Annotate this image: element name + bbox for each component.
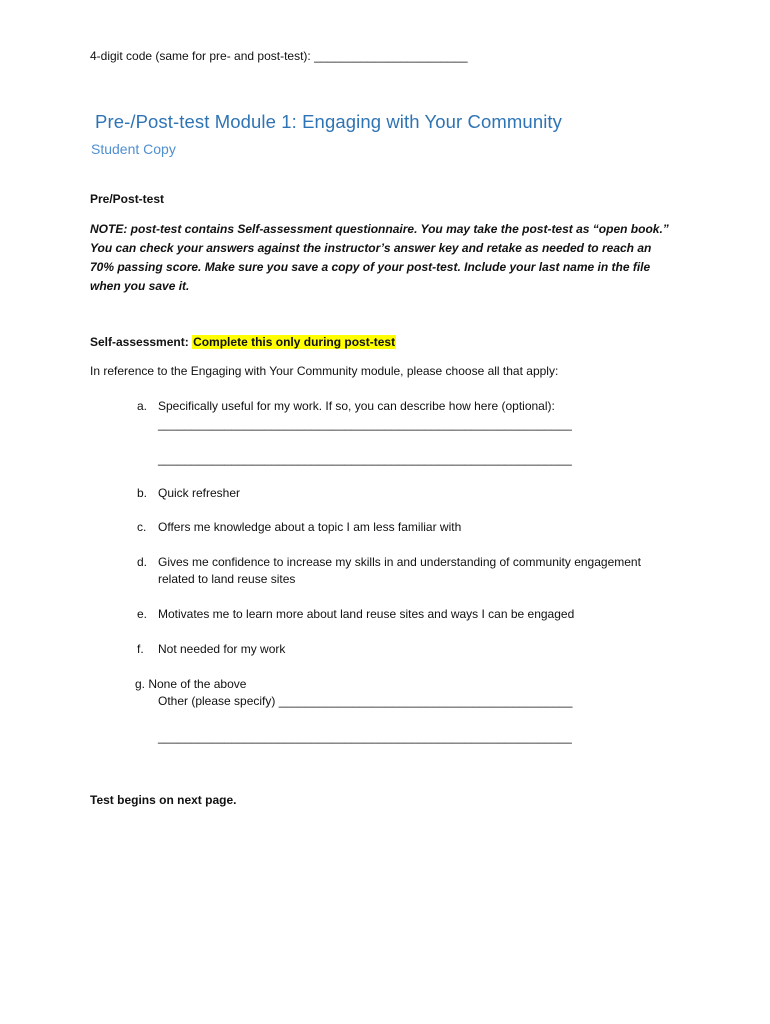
item-a-answer-line-1[interactable]: ______________________________________________________________ bbox=[158, 417, 572, 431]
item-c-option[interactable]: Offers me knowledge about a topic I am less familiar with bbox=[158, 520, 462, 534]
note-line: You can check your answers against the instructor’s answer key and retake as needed to reach an bbox=[90, 241, 652, 255]
item-letter-d: d. bbox=[137, 555, 148, 569]
test-begins-notice: Test begins on next page. bbox=[90, 793, 237, 807]
section-label: Pre/Post-test bbox=[90, 192, 165, 206]
note-line: when you save it. bbox=[90, 279, 190, 293]
item-g-other-field[interactable]: Other (please specify) ____________________________________________ bbox=[158, 694, 573, 708]
item-letter-a: a. bbox=[137, 399, 148, 413]
item-e-option[interactable]: Motivates me to learn more about land reuse sites and ways I can be engaged bbox=[158, 607, 575, 621]
self-assessment-intro: In reference to the Engaging with Your Community module, please choose all that apply: bbox=[90, 364, 559, 378]
highlighted-instruction: Complete this only during post-test bbox=[193, 335, 396, 349]
self-assessment-label: Self-assessment: bbox=[90, 335, 189, 349]
item-b-option[interactable]: Quick refresher bbox=[158, 486, 241, 500]
note-line: NOTE: post-test contains Self-assessment questionnaire. You may take the post-test as “open book.” bbox=[90, 222, 669, 236]
page-title: Pre-/Post-test Module 1: Engaging with Your Community bbox=[95, 111, 563, 132]
item-letter-b: b. bbox=[137, 486, 148, 500]
item-letter-f: f. bbox=[137, 642, 144, 656]
note-line: 70% passing score. Make sure you save a copy of your post-test. Include your last name in the file bbox=[90, 260, 651, 274]
item-f-option[interactable]: Not needed for my work bbox=[158, 642, 286, 656]
note-paragraph bbox=[90, 220, 690, 296]
item-d-option[interactable]: Gives me confidence to increase my skills in and understanding of community engagement bbox=[158, 555, 641, 569]
item-a-option[interactable]: Specifically useful for my work. If so, you can describe how here (optional): bbox=[158, 399, 555, 413]
item-a-answer-line-2[interactable]: ______________________________________________________________ bbox=[158, 452, 572, 466]
item-d-option-continued: related to land reuse sites bbox=[158, 572, 296, 586]
item-g-answer-line[interactable]: ______________________________________________________________ bbox=[158, 730, 572, 744]
item-letter-e: e. bbox=[137, 607, 148, 621]
code-line[interactable]: 4-digit code (same for pre- and post-test): _______________________ bbox=[90, 49, 468, 63]
self-assessment-heading bbox=[90, 334, 396, 350]
page-subtitle: Student Copy bbox=[91, 141, 176, 157]
item-letter-c: c. bbox=[137, 520, 147, 534]
item-g-option[interactable]: g. None of the above bbox=[135, 677, 247, 691]
